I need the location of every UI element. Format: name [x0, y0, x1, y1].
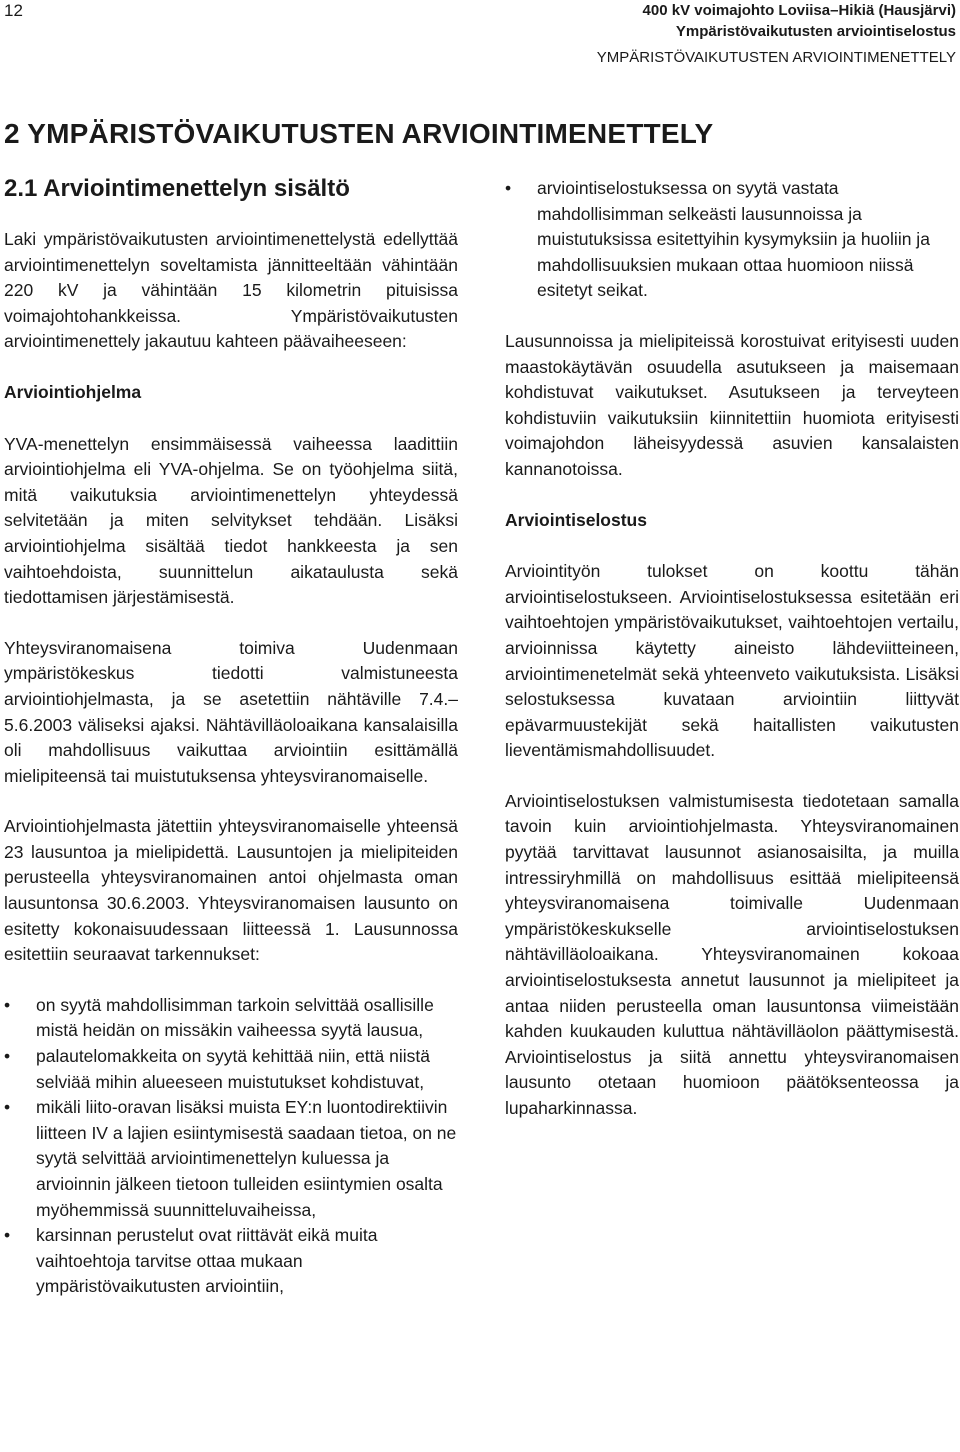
bullet-list-continued: [505, 176, 959, 304]
paragraph-valmistuminen: Arviointiselostuksen valmistumisesta tiedotetaan samalla tavoin kuin arviointiohjelmasta. Yhteysviranomainen pyytää tarvittavat lausunnot asianosaisilta, ja muilla intressiryhmillä on mahdollisuus esittää mielipiteensä yhteysviranomaisena toimivalle Uudenmaan ympäristökeskukselle arviointiselostuksen nähtävilläoloaikana. Yhteysviranomainen kokoaa arviointiselostuksesta annetut lausunnot ja mielipiteet ja antaa niiden perusteella oman lausuntonsa viimeistään kahden kuukauden kuluttua nähtävilläolon päättymisestä. Arviointiselostus ja siitä annettu yhteysviranomaisen lausunto otetaan huomioon päätöksenteossa ja lupaharkinnassa.: [505, 790, 959, 1118]
document-subtitle: Ympäristövaikutusten arviointiselostus: [675, 23, 956, 40]
bullet-list-tarkennukset: [4, 993, 458, 1300]
section-title: 2.1 Arviointimenettelyn sisältö: [4, 175, 350, 202]
running-header: [597, 0, 956, 68]
list-item: • palautelomakkeita on syytä kehittää niin, että niistä selviää mihin alueeseen muistutukset kohdistuvat,: [4, 1044, 458, 1095]
left-column: [4, 172, 458, 1325]
chapter-title: 2 YMPÄRISTÖVAIKUTUSTEN ARVIOINTIMENETTELY: [4, 118, 714, 149]
list-item: • arviointiselostuksessa on syytä vastata mahdollisimman selkeästi lausunnoissa ja muistutuksissa esitettyihin kysymyksiin ja huoliin ja mahdollisuuksien mukaan ottaa huomioon niissä esitetyt seikat.: [505, 176, 959, 304]
page-number: 12: [4, 1, 23, 20]
paragraph-korostuivat: Lausunnoissa ja mielipiteissä korostuivat erityisesti uuden maastokäytävän osuudella asutukseen ja maisemaan kohdistuvat vaikutukset. Asutukseen ja terveyteen kohdistuviin vaikutuksiin kiinnitettiin huomiota erityisesti voimajohdon läheisyydessä asuvien kansalaisten kannanotoissa.: [505, 330, 959, 479]
paragraph-nahtavilla: Yhteysviranomaisena toimiva Uudenmaan ympäristökeskus tiedotti valmistuneesta arviointiohjelmasta, ja se asetettiin nähtäville 7.4.–5.6.2003 väliseksi ajaksi. Nähtävilläoloaikana kansalaisilla oli mahdollisuus vaikuttaa arviointiin esittämällä mielipiteensä tai muistutuksensa yhteysviranomaiselle.: [4, 637, 458, 786]
right-column: [505, 176, 959, 1147]
list-item: • on syytä mahdollisimman tarkoin selvittää osallisille mistä heidän on missäkin vaiheessa syytä lausua,: [4, 993, 458, 1044]
subheading-arviointiselostus: Arviointiselostus: [505, 509, 647, 530]
paragraph-lausunnot: Arviointiohjelmasta jätettiin yhteysviranomaiselle yhteensä 23 lausuntoa ja mielipidettä. Lausuntojen ja mielipiteiden perusteella yhteysviranomainen antoi ohjelmasta oman lausuntonsa 30.6.2003. Yhteysviranomaisen lausunto on esitetty kokonaisuudessaan liitteessä 1. Lausunnossa esitettiin seuraavat tarkennukset:: [4, 816, 458, 965]
intro-paragraph: Laki ympäristövaikutusten arviointimenettelystä edellyttää arviointimenettelyn soveltamista jännitteeltään vähintään 220 kV ja vähintään 15 kilometrin pituisissa voimajohtohankkeissa. Ympäristövaikutusten arviointimenettely jakautuu kahteen päävaiheeseen:: [4, 229, 458, 352]
subheading-arviointiohjelma: Arviointiohjelma: [4, 381, 142, 402]
list-item: • karsinnan perustelut ovat riittävät eikä muita vaihtoehtoja tarvitse ottaa mukaan ympäristövaikutusten arviointiin,: [4, 1223, 458, 1300]
list-item: • mikäli liito-oravan lisäksi muista EY:n luontodirektiivin liitteen IV a lajien esiintymisestä saadaan tietoa, on ne syytä selvittää arviointimenettelyn kuluessa ja arvioinnin jälkeen tietoon tulleiden esiintymien osalta myöhemmissä suunnitteluvaiheissa,: [4, 1095, 458, 1223]
paragraph-yva-ohjelma: YVA-menettelyn ensimmäisessä vaiheessa laadittiin arviointiohjelma eli YVA-ohjelma. Se on työohjelma siitä, mitä vaikutuksia arviointimenettelyn yhteydessä selvitetään ja miten selvitykset tehdään. Lisäksi arviointiohjelma sisältää tiedot hankkeesta ja sen vaihtoehdoista, suunnittelun aikataulusta sekä tiedottamisen järjestämisestä.: [4, 433, 458, 608]
paragraph-tulokset: Arviointityön tulokset on koottu tähän arviointiselostukseen. Arviointiselostuksessa esitetään eri vaihtoehtojen ympäristövaikutukset, vaihtoehtojen vertailu, arvioinnissa käytetty aineisto lähdeviitteineen, arviointimenetelmät sekä yhteenveto vaikutuksista. Lisäksi selostuksessa kuvataan arviointiin liittyvät epävarmuustekijät sekä haitallisten vaikutusten lieventämismahdollisuudet.: [505, 561, 959, 761]
document-title: 400 kV voimajohto Loviisa–Hikiä (Hausjärvi): [642, 2, 956, 19]
running-chapter-title: YMPÄRISTÖVAIKUTUSTEN ARVIOINTIMENETTELY: [596, 49, 956, 66]
